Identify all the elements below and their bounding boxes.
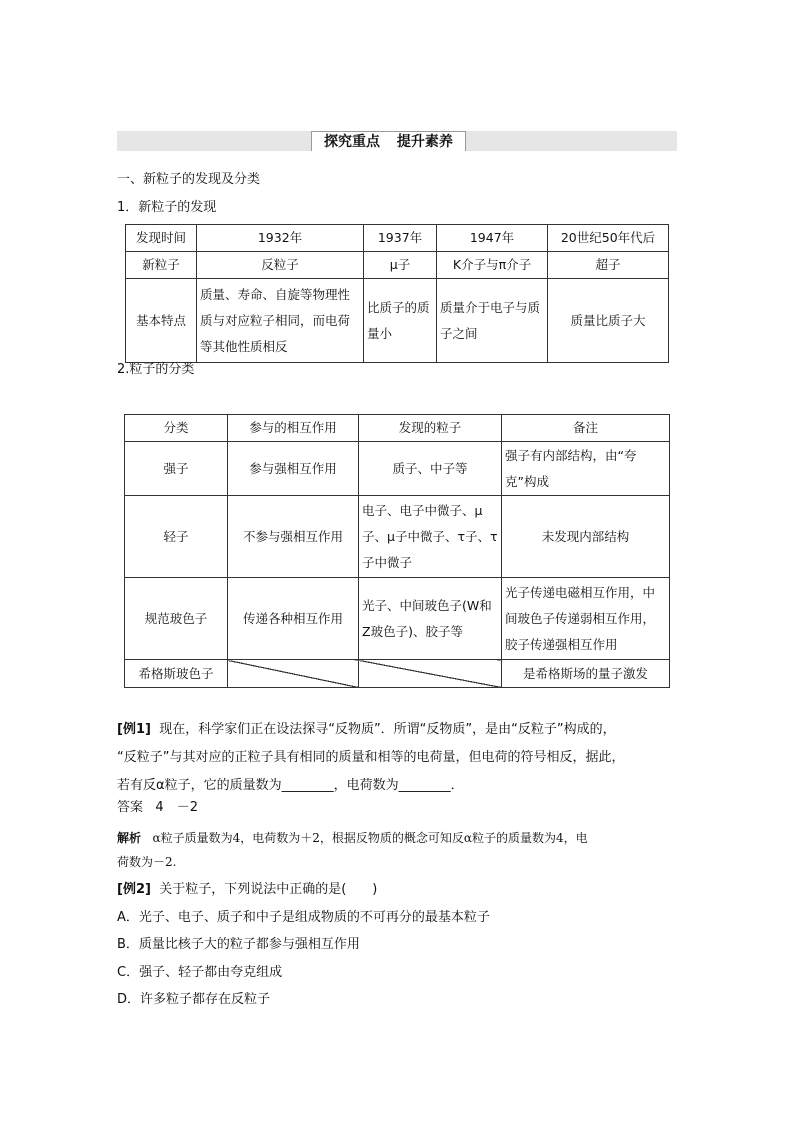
table-cell: 强子 bbox=[125, 442, 228, 496]
section-banner bbox=[117, 131, 677, 151]
subheading-classification: 2.粒子的分类 bbox=[117, 362, 195, 377]
banner-title-right: 提升素养 bbox=[396, 134, 453, 150]
example-1-tag: [例1] bbox=[117, 722, 151, 737]
table-cell: 强子有内部结构，由“夸克”构成 bbox=[502, 442, 670, 496]
table-cell: 希格斯玻色子 bbox=[125, 660, 228, 688]
answer-label: 答案 bbox=[117, 800, 144, 815]
table-row bbox=[126, 252, 669, 279]
analysis-line1 bbox=[117, 826, 588, 850]
analysis-line2: 荷数为－2. bbox=[117, 855, 177, 869]
table-row bbox=[125, 496, 670, 578]
table-cell: 超子 bbox=[548, 252, 669, 279]
table-cell-empty bbox=[359, 660, 502, 688]
table-row bbox=[125, 578, 670, 660]
example-2-stem bbox=[117, 876, 490, 904]
table-row bbox=[125, 415, 670, 442]
table-header-cell: 发现的粒子 bbox=[359, 415, 502, 442]
banner-title-left: 探究重点 bbox=[324, 134, 380, 150]
table-cell: 光子传递电磁相互作用，中间玻色子传递弱相互作用，胶子传递强相互作用 bbox=[502, 578, 670, 660]
table-cell: 比质子的质量小 bbox=[364, 279, 437, 363]
example-1-line2: “反粒子”与其对应的正粒子具有相同的质量和相等的电荷量，但电荷的符号相反，据此， bbox=[117, 750, 625, 765]
table-row bbox=[126, 225, 669, 252]
banner-title bbox=[311, 131, 466, 151]
table-cell-empty bbox=[228, 660, 359, 688]
example-1-answer bbox=[117, 799, 198, 817]
table-cell: 发现时间 bbox=[126, 225, 197, 252]
table-cell: 质量介于电子与质子之间 bbox=[437, 279, 548, 363]
table-header-cell: 备注 bbox=[502, 415, 670, 442]
example-2-tag: [例2] bbox=[117, 882, 151, 897]
table-header-cell: 分类 bbox=[125, 415, 228, 442]
table-row bbox=[125, 660, 670, 688]
example-1-line1 bbox=[117, 716, 679, 744]
table-row bbox=[125, 442, 670, 496]
table-cell: 未发现内部结构 bbox=[502, 496, 670, 578]
table-cell: 参与强相互作用 bbox=[228, 442, 359, 496]
subheading-discovery: 1．新粒子的发现 bbox=[117, 200, 217, 215]
table-cell: 质量、寿命、自旋等物理性质与对应粒子相同，而电荷等其他性质相反 bbox=[197, 279, 364, 363]
example-2-question: 关于粒子，下列说法中正确的是( ) bbox=[159, 882, 378, 897]
table-cell: 1932年 bbox=[197, 225, 364, 252]
section-heading: 一、新粒子的发现及分类 bbox=[117, 172, 261, 187]
answer-value: 4 －2 bbox=[155, 800, 198, 815]
option-a: A．光子、电子、质子和中子是组成物质的不可再分的最基本粒子 bbox=[117, 909, 490, 925]
table-cell: 1937年 bbox=[364, 225, 437, 252]
option-d: D．许多粒子都存在反粒子 bbox=[117, 992, 271, 1007]
example-1 bbox=[117, 716, 679, 800]
table-cell: 不参与强相互作用 bbox=[228, 496, 359, 578]
table-cell: 光子、中间玻色子(W和Z玻色子)、胶子等 bbox=[359, 578, 502, 660]
table-cell: 基本特点 bbox=[126, 279, 197, 363]
table-row bbox=[126, 279, 669, 363]
table-cell: 1947年 bbox=[437, 225, 548, 252]
option-b: B．质量比核子大的粒子都参与强相互作用 bbox=[117, 937, 360, 952]
table-cell: 20世纪50年代后 bbox=[548, 225, 669, 252]
discovery-table bbox=[125, 224, 669, 363]
example-1-line3: 若有反α粒子，它的质量数为________，电荷数为________． bbox=[117, 778, 464, 793]
example-1-analysis bbox=[117, 826, 588, 874]
example-2 bbox=[117, 876, 490, 1014]
table-cell: 新粒子 bbox=[126, 252, 197, 279]
analysis-label: 解析 bbox=[117, 831, 142, 845]
analysis-text1: α粒子质量数为4，电荷数为＋2，根据反物质的概念可知反α粒子的质量数为4，电 bbox=[152, 831, 588, 845]
table-cell: 质子、中子等 bbox=[359, 442, 502, 496]
table-cell: 质量比质子大 bbox=[548, 279, 669, 363]
table-cell: 是希格斯场的量子激发 bbox=[502, 660, 670, 688]
table-cell: K介子与π介子 bbox=[437, 252, 548, 279]
table-header-cell: 参与的相互作用 bbox=[228, 415, 359, 442]
table-cell: 规范玻色子 bbox=[125, 578, 228, 660]
classification-table bbox=[124, 414, 670, 688]
table-cell: μ子 bbox=[364, 252, 437, 279]
table-cell: 电子、电子中微子、μ子、μ子中微子、τ子、τ子中微子 bbox=[359, 496, 502, 578]
table-cell: 轻子 bbox=[125, 496, 228, 578]
table-cell: 传递各种相互作用 bbox=[228, 578, 359, 660]
option-c: C．强子、轻子都由夸克组成 bbox=[117, 964, 283, 980]
table-cell: 反粒子 bbox=[197, 252, 364, 279]
example-1-text1: 现在，科学家们正在设法探寻“反物质”．所谓“反物质”，是由“反粒子”构成的， bbox=[159, 722, 616, 737]
